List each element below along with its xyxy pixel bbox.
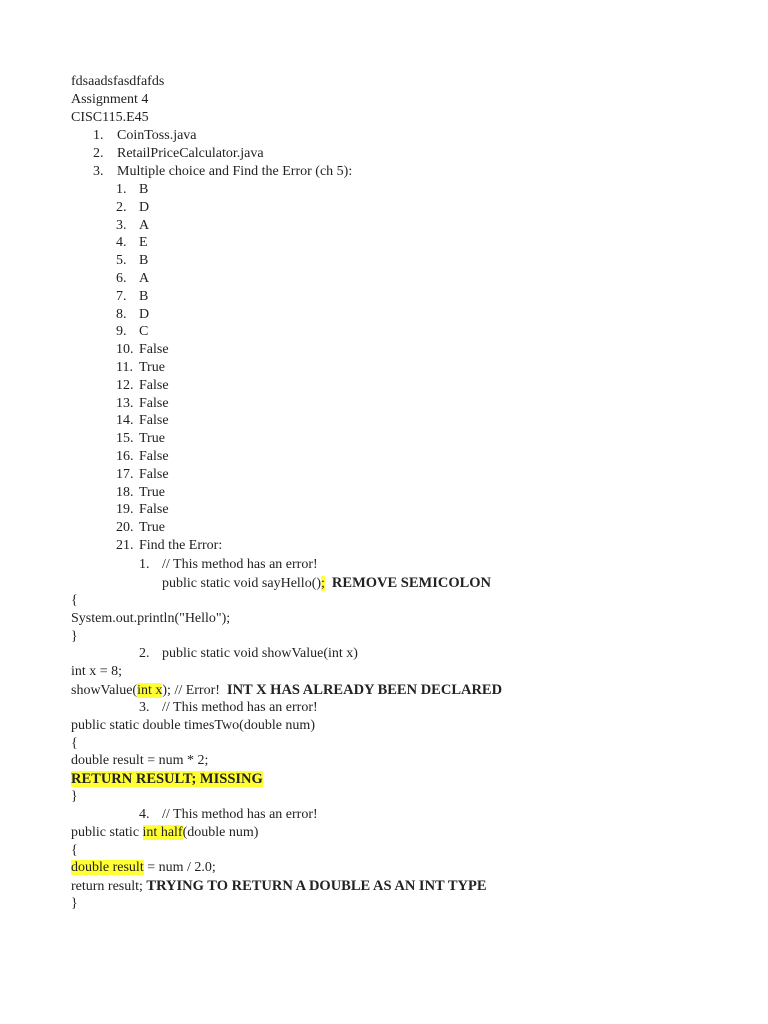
answer-number: 7. bbox=[116, 289, 127, 304]
answer-number: 14. bbox=[116, 413, 134, 428]
answer-number: 2. bbox=[116, 200, 127, 215]
answer-item: B bbox=[139, 253, 149, 268]
error-note: TRYING TO RETURN A DOUBLE AS AN INT TYPE bbox=[146, 878, 487, 894]
code-line: public static double timesTwo(double num) bbox=[71, 718, 315, 733]
answer-number: 19. bbox=[116, 502, 134, 517]
answer-number: 12. bbox=[116, 378, 134, 393]
code-close-brace: } bbox=[71, 629, 78, 644]
answer-item: True bbox=[139, 431, 165, 446]
code-close-brace: } bbox=[71, 896, 78, 911]
error-number: 3. bbox=[139, 700, 150, 715]
code-text: (double num) bbox=[182, 825, 259, 840]
answer-number: 1. bbox=[116, 182, 127, 197]
answer-number: 17. bbox=[116, 467, 134, 482]
code-comment: // This method has an error! bbox=[162, 807, 318, 822]
code-line bbox=[71, 859, 216, 877]
answer-number: 21. bbox=[116, 538, 134, 553]
answer-item: B bbox=[139, 289, 149, 304]
code-text: = num / 2.0; bbox=[143, 860, 216, 875]
answer-item: True bbox=[139, 485, 165, 500]
code-comment: // This method has an error! bbox=[162, 557, 318, 572]
code-line: double result = num * 2; bbox=[71, 753, 209, 768]
answer-item: False bbox=[139, 396, 169, 411]
answer-item: D bbox=[139, 307, 150, 322]
highlight-int-x: int x bbox=[137, 683, 163, 698]
code-text: ); // Error! bbox=[162, 683, 227, 698]
code-text: showValue( bbox=[71, 683, 138, 698]
code-line bbox=[71, 824, 258, 842]
answer-number: 5. bbox=[116, 253, 127, 268]
code-line bbox=[71, 681, 502, 699]
error-note: RETURN RESULT; MISSING bbox=[71, 771, 263, 787]
answer-number: 15. bbox=[116, 431, 134, 446]
code-text: return result; bbox=[71, 879, 147, 894]
doc-line-name: fdsaadsfasdfafds bbox=[71, 74, 165, 89]
answer-item: False bbox=[139, 467, 169, 482]
answer-item: False bbox=[139, 449, 169, 464]
answer-number: 3. bbox=[116, 218, 127, 233]
answer-number: 16. bbox=[116, 449, 134, 464]
list-number: 2. bbox=[93, 146, 104, 161]
list-item: Multiple choice and Find the Error (ch 5): bbox=[117, 164, 353, 179]
highlight-semicolon: ; bbox=[321, 576, 325, 591]
answer-item: E bbox=[139, 235, 148, 250]
list-number: 1. bbox=[93, 128, 104, 143]
answer-number: 4. bbox=[116, 235, 127, 250]
answer-item: True bbox=[139, 360, 165, 375]
code-line: System.out.println("Hello"); bbox=[71, 611, 231, 626]
highlight-int-half: int half bbox=[142, 825, 183, 840]
code-text: public static bbox=[71, 825, 143, 840]
answer-item: False bbox=[139, 378, 169, 393]
answer-item: False bbox=[139, 502, 169, 517]
error-note: REMOVE SEMICOLON bbox=[331, 575, 492, 591]
code-open-brace: { bbox=[71, 593, 78, 608]
answer-item: Find the Error: bbox=[139, 538, 223, 553]
code-open-brace: { bbox=[71, 736, 78, 751]
answer-item: C bbox=[139, 324, 149, 339]
answer-item: D bbox=[139, 200, 150, 215]
answer-item: True bbox=[139, 520, 165, 535]
code-close-brace: } bbox=[71, 789, 78, 804]
answer-item: B bbox=[139, 182, 149, 197]
answer-number: 9. bbox=[116, 324, 127, 339]
code-line bbox=[71, 877, 487, 895]
answer-number: 13. bbox=[116, 396, 134, 411]
code-line: public static void showValue(int x) bbox=[162, 646, 358, 661]
error-note: INT X HAS ALREADY BEEN DECLARED bbox=[226, 682, 503, 698]
answer-item: False bbox=[139, 413, 169, 428]
answer-number: 10. bbox=[116, 342, 134, 357]
code-open-brace: { bbox=[71, 843, 78, 858]
answer-item: A bbox=[139, 271, 150, 286]
code-line bbox=[162, 574, 491, 592]
highlight-double-result: double result bbox=[71, 860, 144, 875]
answer-item: False bbox=[139, 342, 169, 357]
doc-line-course: CISC115.E45 bbox=[71, 110, 149, 125]
error-number: 4. bbox=[139, 807, 150, 822]
code-comment: // This method has an error! bbox=[162, 700, 318, 715]
answer-number: 6. bbox=[116, 271, 127, 286]
error-number: 1. bbox=[139, 557, 150, 572]
list-item: RetailPriceCalculator.java bbox=[117, 146, 264, 161]
answer-number: 18. bbox=[116, 485, 134, 500]
error-note-line bbox=[71, 770, 263, 788]
answer-item: A bbox=[139, 218, 150, 233]
answer-number: 20. bbox=[116, 520, 134, 535]
code-line: int x = 8; bbox=[71, 664, 123, 679]
list-number: 3. bbox=[93, 164, 104, 179]
answer-number: 8. bbox=[116, 307, 127, 322]
answer-number: 11. bbox=[116, 360, 133, 375]
doc-line-assignment: Assignment 4 bbox=[71, 92, 149, 107]
error-number: 2. bbox=[139, 646, 150, 661]
list-item: CoinToss.java bbox=[117, 128, 197, 143]
code-signature: public static void sayHello() bbox=[162, 576, 322, 591]
